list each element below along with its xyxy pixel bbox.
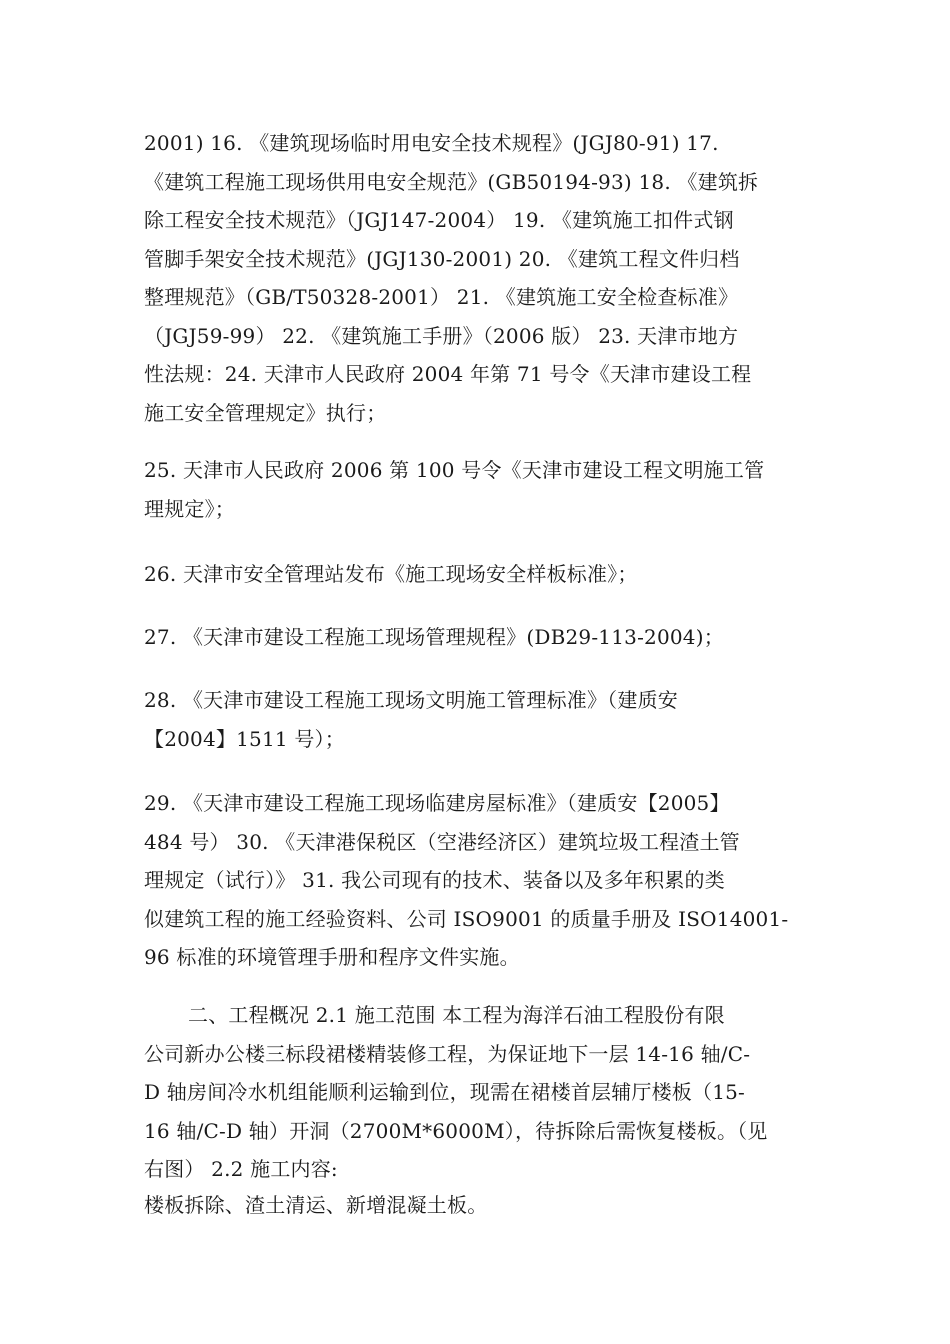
text-line: 《建筑工程施工现场供用电安全规范》(GB50194-93) 18. 《建筑拆 <box>144 169 759 194</box>
paragraph-item-26 <box>144 555 814 594</box>
text-line: 二、工程概况 2.1 施工范围 本工程为海洋石油工程股份有限 <box>188 1003 725 1027</box>
text-line: 除工程安全技术规范》（JGJ147-2004） 19. 《建筑施工扣件式钢 <box>144 208 734 232</box>
text-line: 16 轴/C-D 轴）开洞（2700M*6000M），待拆除后需恢复楼板。（见 <box>144 1118 768 1143</box>
paragraph-item-27 <box>144 618 814 657</box>
text-line: 2001) 16. 《建筑现场临时用电安全技术规程》(JGJ80-91) 17. <box>144 131 719 155</box>
text-line: 性法规：24. 天津市人民政府 2004 年第 71 号令《天津市建设工程 <box>144 362 752 386</box>
text-line: 【2004】1511 号）； <box>144 726 345 751</box>
text-line: 27. 《天津市建设工程施工现场管理规程》(DB29-113-2004)； <box>144 625 724 649</box>
text-line: 25. 天津市人民政府 2006 第 100 号令《天津市建设工程文明施工管 <box>144 458 765 482</box>
paragraph-items-29-31 <box>144 784 814 977</box>
text-line: 公司新办公楼三标段裙楼精装修工程，为保证地下一层 14-16 轴/C- <box>144 1041 751 1066</box>
paragraph-standards-list <box>144 124 814 432</box>
text-line: （JGJ59-99） 22. 《建筑施工手册》（2006 版） 23. 天津市地方 <box>144 323 739 348</box>
paragraph-item-28 <box>144 681 814 758</box>
text-line: 理规定（试行）》 31. 我公司现有的技术、装备以及多年积累的类 <box>144 868 725 892</box>
text-line: D 轴房间冷水机组能顺利运输到位，现需在裙楼首层辅厅楼板（15- <box>144 1080 745 1104</box>
text-line: 楼板拆除、渣土清运、新增混凝土板。 <box>144 1193 488 1217</box>
text-line: 484 号） 30. 《天津港保税区（空港经济区）建筑垃圾工程渣土管 <box>144 829 740 854</box>
text-line: 26. 天津市安全管理站发布《施工现场安全样板标准》； <box>144 562 638 586</box>
text-line: 似建筑工程的施工经验资料、公司 ISO9001 的质量手册及 ISO14001- <box>144 906 789 931</box>
text-line: 施工安全管理规定》执行； <box>144 400 387 425</box>
text-line: 整理规范》（GB/T50328-2001） 21. 《建筑施工安全检查标准》 <box>144 285 739 309</box>
text-line: 28. 《天津市建设工程施工现场文明施工管理标准》（建质安 <box>144 688 678 712</box>
text-line: 理规定》； <box>144 496 235 521</box>
text-line: 管脚手架安全技术规范》(JGJ130-2001) 20. 《建筑工程文件归档 <box>144 246 740 271</box>
text-line: 96 标准的环境管理手册和程序文件实施。 <box>144 945 520 969</box>
text-line: 29. 《天津市建设工程施工现场临建房屋标准》（建质安【2005】 <box>144 791 730 815</box>
paragraph-construction-content <box>144 1186 814 1225</box>
paragraph-project-overview <box>144 996 814 1189</box>
text-line: 右图） 2.2 施工内容: <box>144 1157 338 1181</box>
paragraph-item-25 <box>144 451 814 528</box>
